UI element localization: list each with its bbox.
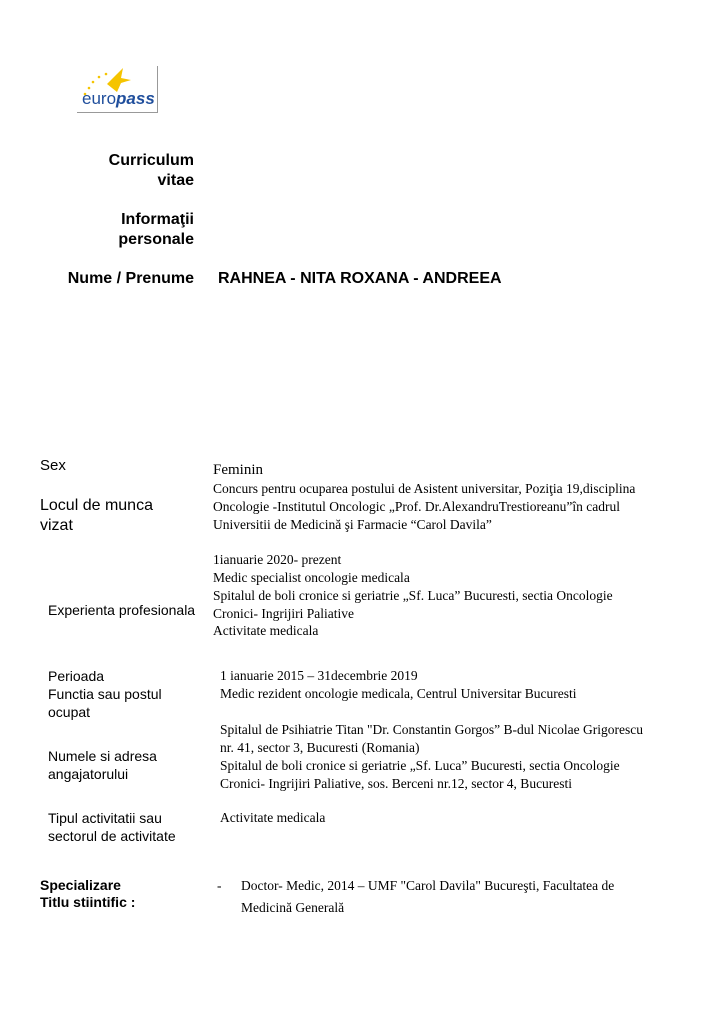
- employer-line: nr. 41, sector 3, Bucuresti (Romania): [220, 740, 420, 755]
- sex-label: Sex: [40, 457, 66, 474]
- experience-line: Spitalul de boli cronice si geriatrie „Sf. Luca” Bucuresti, sectia Oncologie: [213, 588, 613, 603]
- experience-label: Experienta profesionala: [48, 602, 196, 618]
- activity-value: Activitate medicala: [220, 810, 326, 825]
- job-line: Concurs pentru ocuparea postului de Asistent universitar, Poziţia 19,disciplina: [213, 481, 636, 496]
- specialization-label-line1: Specializare: [40, 877, 121, 893]
- specialization-label-line2: Titlu stiintific :: [40, 894, 136, 910]
- position-value: Medic rezident oncologie medicala, Centrul Universitar Bucuresti: [220, 686, 577, 701]
- experience-line: Activitate medicala: [213, 623, 319, 638]
- position-label-line2: ocupat: [48, 704, 91, 720]
- experience-line: 1ianuarie 2020- prezent: [213, 552, 342, 567]
- personal-info-heading-line2: personale: [118, 231, 194, 248]
- personal-info-heading-line1: Informaţii: [121, 211, 194, 228]
- employer-line: Spitalul de Psihiatrie Titan "Dr. Constantin Gorgos” B-dul Nicolae Grigorescu: [220, 722, 643, 737]
- bullet-dash: -: [217, 878, 222, 893]
- job-line: Oncologie -Institutul Oncologic „Prof. Dr.AlexandruTrestioreanu”în cadrul: [213, 499, 621, 514]
- job-label-line2: vizat: [40, 517, 73, 534]
- experience-line: Medic specialist oncologie medicala: [213, 570, 410, 585]
- name-value: RAHNEA - NITA ROXANA - ANDREEA: [218, 270, 502, 287]
- position-label-line1: Functia sau postul: [48, 686, 162, 702]
- sex-value: Feminin: [213, 462, 264, 478]
- specialization-line: Doctor- Medic, 2014 – UMF "Carol Davila" Bucureşti, Facultatea de: [241, 878, 615, 893]
- job-line: Universitii de Medicină şi Farmacie “Carol Davila”: [213, 517, 492, 532]
- logo-text-bold: pass: [116, 89, 155, 108]
- europass-logo: [77, 66, 158, 113]
- job-label-line1: Locul de munca: [40, 497, 153, 514]
- experience-line: Cronici- Ingrijiri Paliative: [213, 606, 354, 621]
- cv-title-line1: Curriculum: [108, 152, 194, 169]
- period-value: 1 ianuarie 2015 – 31decembrie 2019: [220, 668, 418, 683]
- specialization-line: Medicină Generală: [241, 900, 345, 915]
- employer-line: Spitalul de boli cronice si geriatrie „Sf. Luca” Bucuresti, sectia Oncologie: [220, 758, 620, 773]
- activity-label-line2: sectorul de activitate: [48, 828, 176, 844]
- period-label: Perioada: [48, 668, 105, 684]
- logo-text: euro: [82, 89, 117, 108]
- employer-label-line2: angajatorului: [48, 766, 129, 782]
- employer-line: Cronici- Ingrijiri Paliative, sos. Berceni nr.12, sector 4, Bucuresti: [220, 776, 573, 791]
- name-label: Nume / Prenume: [67, 270, 194, 287]
- cv-title-line2: vitae: [157, 172, 194, 189]
- employer-label-line1: Numele si adresa: [48, 748, 157, 764]
- activity-label-line1: Tipul activitatii sau: [48, 810, 162, 826]
